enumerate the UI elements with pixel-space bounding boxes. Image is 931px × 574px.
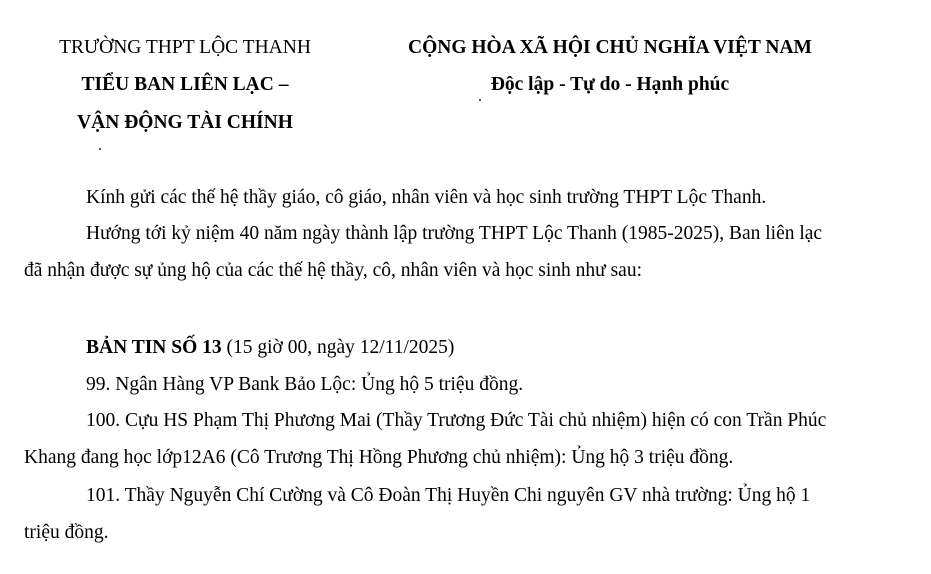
- entry-101-line-2: triệu đồng.: [24, 522, 109, 543]
- school-name: TRƯỜNG THPT LỘC THANH: [59, 37, 311, 58]
- national-motto: Độc lập - Tự do - Hạnh phúc: [490, 74, 730, 95]
- intro-line-2: đã nhận được sự ủng hộ của các thế hệ thầy, cô, nhân viên và học sinh như sau:: [24, 260, 642, 281]
- entry-99: 99. Ngân Hàng VP Bank Bảo Lộc: Ủng hộ 5 triệu đồng.: [86, 374, 524, 395]
- entry-100-line-2: Khang đang học lớp12A6 (Cô Trương Thị Hồng Phương chủ nhiệm): Ủng hộ 3 triệu đồng.: [24, 447, 734, 468]
- intro-line-1: Hướng tới kỷ niệm 40 năm ngày thành lập trường THPT Lộc Thanh (1985-2025), Ban liên lạc: [86, 223, 823, 244]
- entry-101-line-1: 101. Thầy Nguyễn Chí Cường và Cô Đoàn Thị Huyền Chi nguyên GV nhà trường: Ủng hộ 1: [86, 485, 811, 506]
- department-line-1: TIỂU BAN LIÊN LẠC –: [81, 74, 289, 95]
- bulletin-time: (15 giờ 00, ngày 12/11/2025): [221, 337, 455, 358]
- entry-100: [24, 402, 904, 476]
- greeting-line: Kính gửi các thế hệ thầy giáo, cô giáo, nhân viên và học sinh trường THPT Lộc Thanh.: [86, 187, 767, 208]
- entry-101: [24, 477, 904, 551]
- header-right-mark: [479, 99, 481, 101]
- header-left-mark: [99, 148, 101, 150]
- country-name: CỘNG HÒA XÃ HỘI CHỦ NGHĨA VIỆT NAM: [408, 37, 812, 58]
- entry-100-line-1: 100. Cựu HS Phạm Thị Phương Mai (Thầy Trương Đức Tài chủ nhiệm) hiện có con Trần Phúc: [86, 410, 827, 431]
- department-line-2: VẬN ĐỘNG TÀI CHÍNH: [77, 112, 293, 133]
- bulletin-heading: [86, 336, 454, 359]
- bulletin-title: BẢN TIN SỐ 13: [86, 337, 222, 358]
- intro-paragraph: [24, 215, 904, 289]
